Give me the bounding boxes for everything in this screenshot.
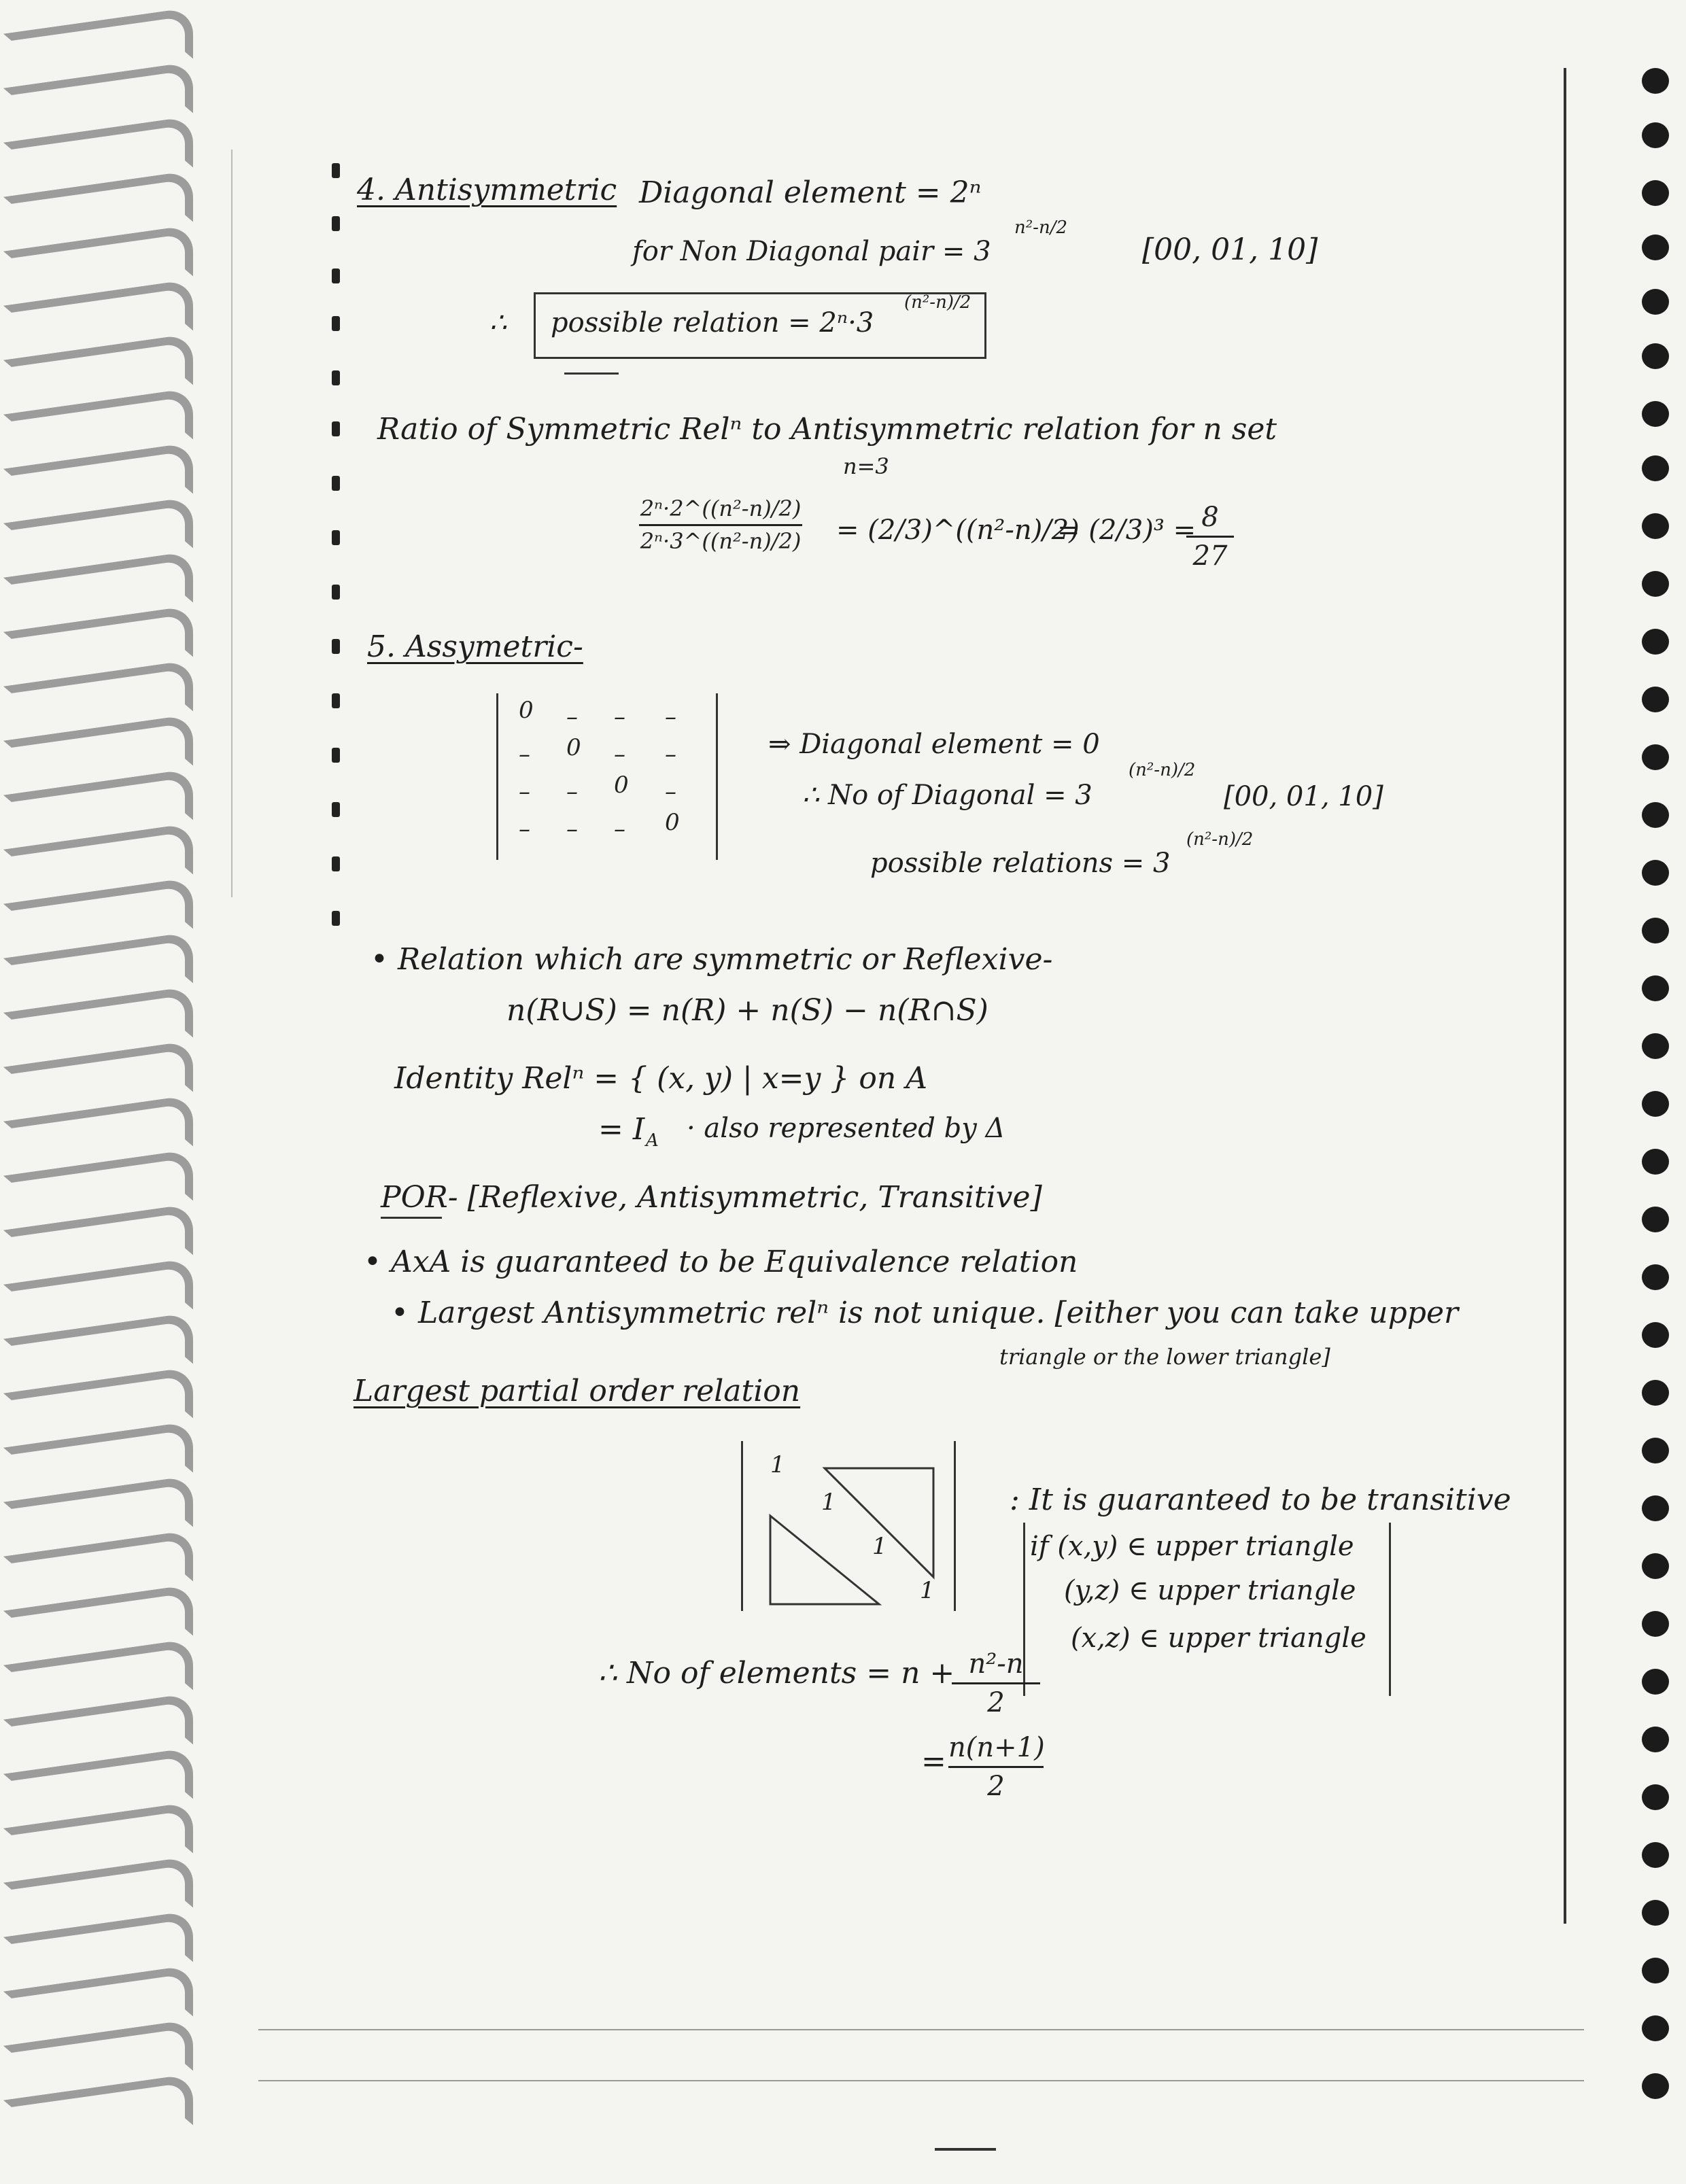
margin-mark [332, 748, 340, 763]
margin-mark [332, 163, 340, 178]
margin-line [231, 150, 233, 897]
punch-hole [1642, 1669, 1669, 1695]
matrix-dash: – [519, 816, 530, 843]
fraction-bar [639, 524, 802, 526]
relation-sym-or-reflexive: • Relation which are symmetric or Reflexive- [371, 942, 1053, 977]
bullet-equivalence: • AxA is guaranteed to be Equivalence relation [364, 1245, 1078, 1279]
matrix-dash: – [665, 741, 676, 768]
ratio-equation-2: = (2/3)³ = [1057, 515, 1197, 546]
ratio-title: Ratio of Symmetric Relⁿ to Antisymmetric relation for n set [377, 412, 1277, 447]
margin-mark [332, 856, 340, 871]
ratio-fraction [639, 496, 802, 554]
bullet-largest-antisymmetric-cont: triangle or the lower triangle] [999, 1344, 1330, 1370]
margin-mark [332, 585, 340, 600]
punch-hole [1642, 744, 1669, 770]
punch-hole [1642, 1958, 1669, 1983]
punch-hole [1642, 1784, 1669, 1810]
matrix-dash: – [614, 704, 625, 731]
punch-hole [1642, 2073, 1669, 2099]
matrix-zero: 0 [566, 734, 581, 761]
fraction-bar [952, 1682, 1040, 1684]
assymetric-line2-exp: (n²-n)/2 [1129, 760, 1196, 780]
identity-equals: = I [598, 1112, 645, 1147]
punch-hole [1642, 122, 1669, 148]
por-definition: POR- [Reflexive, Antisymmetric, Transitive] [381, 1180, 1042, 1215]
punch-hole [1642, 1900, 1669, 1926]
assymetric-pairs: [00, 01, 10] [1224, 781, 1383, 812]
margin-mark [332, 370, 340, 385]
bullet-largest-antisymmetric: • Largest Antisymmetric relⁿ is not unique. [either you can take upper [391, 1296, 1459, 1330]
matrix-dash: – [566, 704, 578, 731]
matrix-dash: – [614, 816, 625, 843]
matrix-dash: – [519, 741, 530, 768]
matrix-dash: – [566, 778, 578, 805]
antisymmetric-diagonal: Diagonal element = 2ⁿ [639, 175, 982, 210]
union-formula: n(R∪S) = n(R) + n(S) − n(R∩S) [506, 993, 988, 1028]
punch-hole [1642, 1438, 1669, 1463]
element-count-fraction [952, 1648, 1040, 1718]
transitive-note: : It is guaranteed to be transitive [1010, 1483, 1511, 1517]
punch-hole [1642, 571, 1669, 597]
matrix-one: 1 [872, 1533, 887, 1560]
punch-hole [1642, 2015, 1669, 2041]
punch-hole [1642, 289, 1669, 315]
partial-order-matrix [741, 1441, 956, 1611]
margin-mark [332, 639, 340, 654]
zero-diagonal-matrix [496, 693, 718, 860]
punch-hole [1642, 1842, 1669, 1868]
ratio-result [1186, 502, 1234, 572]
antisymmetric-possible: possible relation = 2ⁿ·3 [551, 307, 874, 339]
matrix-zero: 0 [614, 772, 629, 799]
punch-hole [1642, 1380, 1669, 1406]
ruled-line [258, 2080, 1584, 2081]
identity-subscript: A [646, 1130, 659, 1151]
matrix-dash: – [519, 778, 530, 805]
ruled-line [258, 2029, 1584, 2030]
identity-also: · also represented by Δ [687, 1113, 1005, 1144]
matrix-dash: – [566, 816, 578, 843]
punch-hole [1642, 1611, 1669, 1637]
ratio-numerator: 2ⁿ·2^((n²-n)/2) [640, 496, 802, 521]
punch-hole [1642, 455, 1669, 481]
assymetric-line2: ∴ No of Diagonal = 3 [802, 780, 1093, 811]
margin-mark [332, 476, 340, 491]
margin-mark [332, 268, 340, 283]
punch-hole [1642, 401, 1669, 427]
element-count-fraction-2 [948, 1732, 1044, 1802]
punch-hole [1642, 629, 1669, 655]
punch-hole [1642, 343, 1669, 369]
margin-mark [332, 216, 340, 231]
punch-hole [1642, 513, 1669, 539]
therefore-symbol: ∴ [489, 307, 507, 339]
antisymmetric-non-diagonal: for Non Diagonal pair = 3 [632, 236, 991, 267]
count2-numerator: n(n+1) [948, 1732, 1045, 1763]
antisymmetric-pairs: [00, 01, 10] [1142, 232, 1318, 267]
ratio-equation-1: = (2/3)^((n²-n)/2) [836, 515, 1080, 546]
matrix-dash: – [665, 704, 676, 731]
matrix-zero: 0 [519, 697, 534, 724]
count-numerator: n²-n [968, 1648, 1024, 1680]
fraction-bar [1186, 536, 1234, 538]
ratio-result-denominator: 27 [1192, 540, 1228, 572]
punch-hole [1642, 68, 1669, 94]
punch-hole [1642, 918, 1669, 943]
element-count-eq: = [921, 1744, 946, 1779]
antisymmetric-possible-exp: (n²-n)/2 [904, 292, 971, 313]
punch-hole [1642, 180, 1669, 206]
count2-denominator: 2 [987, 1771, 1005, 1802]
punch-hole [1642, 235, 1669, 260]
matrix-one: 1 [920, 1577, 935, 1604]
fraction-bar [948, 1766, 1044, 1768]
largest-por-heading: Largest partial order relation [354, 1374, 801, 1408]
page-edge-line [1564, 68, 1566, 1924]
ratio-denominator: 2ⁿ·3^((n²-n)/2) [640, 527, 802, 554]
punch-hole [1642, 1264, 1669, 1290]
condition-3: (x,z) ∈ upper triangle [1071, 1623, 1366, 1654]
element-count: ∴ No of elements = n + [598, 1656, 955, 1691]
punch-hole [1642, 1091, 1669, 1117]
punch-hole [1642, 1149, 1669, 1175]
matrix-dash: – [614, 741, 625, 768]
margin-mark [332, 911, 340, 926]
punch-hole [1642, 1322, 1669, 1348]
antisymmetric-non-diagonal-exp: n²-n/2 [1014, 218, 1067, 238]
margin-mark [332, 316, 340, 331]
assymetric-line3-exp: (n²-n)/2 [1186, 829, 1254, 850]
punch-hole [1642, 975, 1669, 1001]
punch-hole [1642, 687, 1669, 712]
divider-dash [564, 372, 619, 375]
identity-relation: Identity Relⁿ = { (x, y) | x=y } on A [394, 1061, 927, 1096]
punch-hole [1642, 802, 1669, 828]
ratio-n-value: n=3 [843, 453, 889, 479]
count-denominator: 2 [987, 1687, 1005, 1718]
margin-mark [332, 802, 340, 817]
matrix-one: 1 [770, 1451, 785, 1478]
punch-hole [1642, 860, 1669, 886]
margin-mark [332, 421, 340, 436]
margin-mark [332, 693, 340, 708]
triangle-sketch [743, 1441, 954, 1611]
punch-hole [1642, 1553, 1669, 1579]
punch-hole [1642, 1033, 1669, 1059]
punch-hole [1642, 1207, 1669, 1232]
punch-hole [1642, 1495, 1669, 1521]
matrix-one: 1 [821, 1489, 836, 1516]
page-dash [935, 2148, 996, 2151]
assymetric-heading: 5. Assymetric- [367, 629, 583, 664]
punch-hole [1642, 1727, 1669, 1752]
condition-2: (y,z) ∈ upper triangle [1064, 1575, 1356, 1606]
assymetric-line3: possible relations = 3 [870, 848, 1171, 879]
margin-mark [332, 530, 340, 545]
ratio-result-numerator: 8 [1201, 502, 1219, 533]
matrix-zero: 0 [665, 809, 680, 836]
matrix-dash: – [665, 778, 676, 805]
antisymmetric-heading: 4. Antisymmetric [357, 173, 617, 207]
condition-1: if (x,y) ∈ upper triangle [1030, 1531, 1354, 1562]
assymetric-line1: ⇒ Diagonal element = 0 [768, 729, 1100, 760]
por-underline [381, 1217, 442, 1219]
